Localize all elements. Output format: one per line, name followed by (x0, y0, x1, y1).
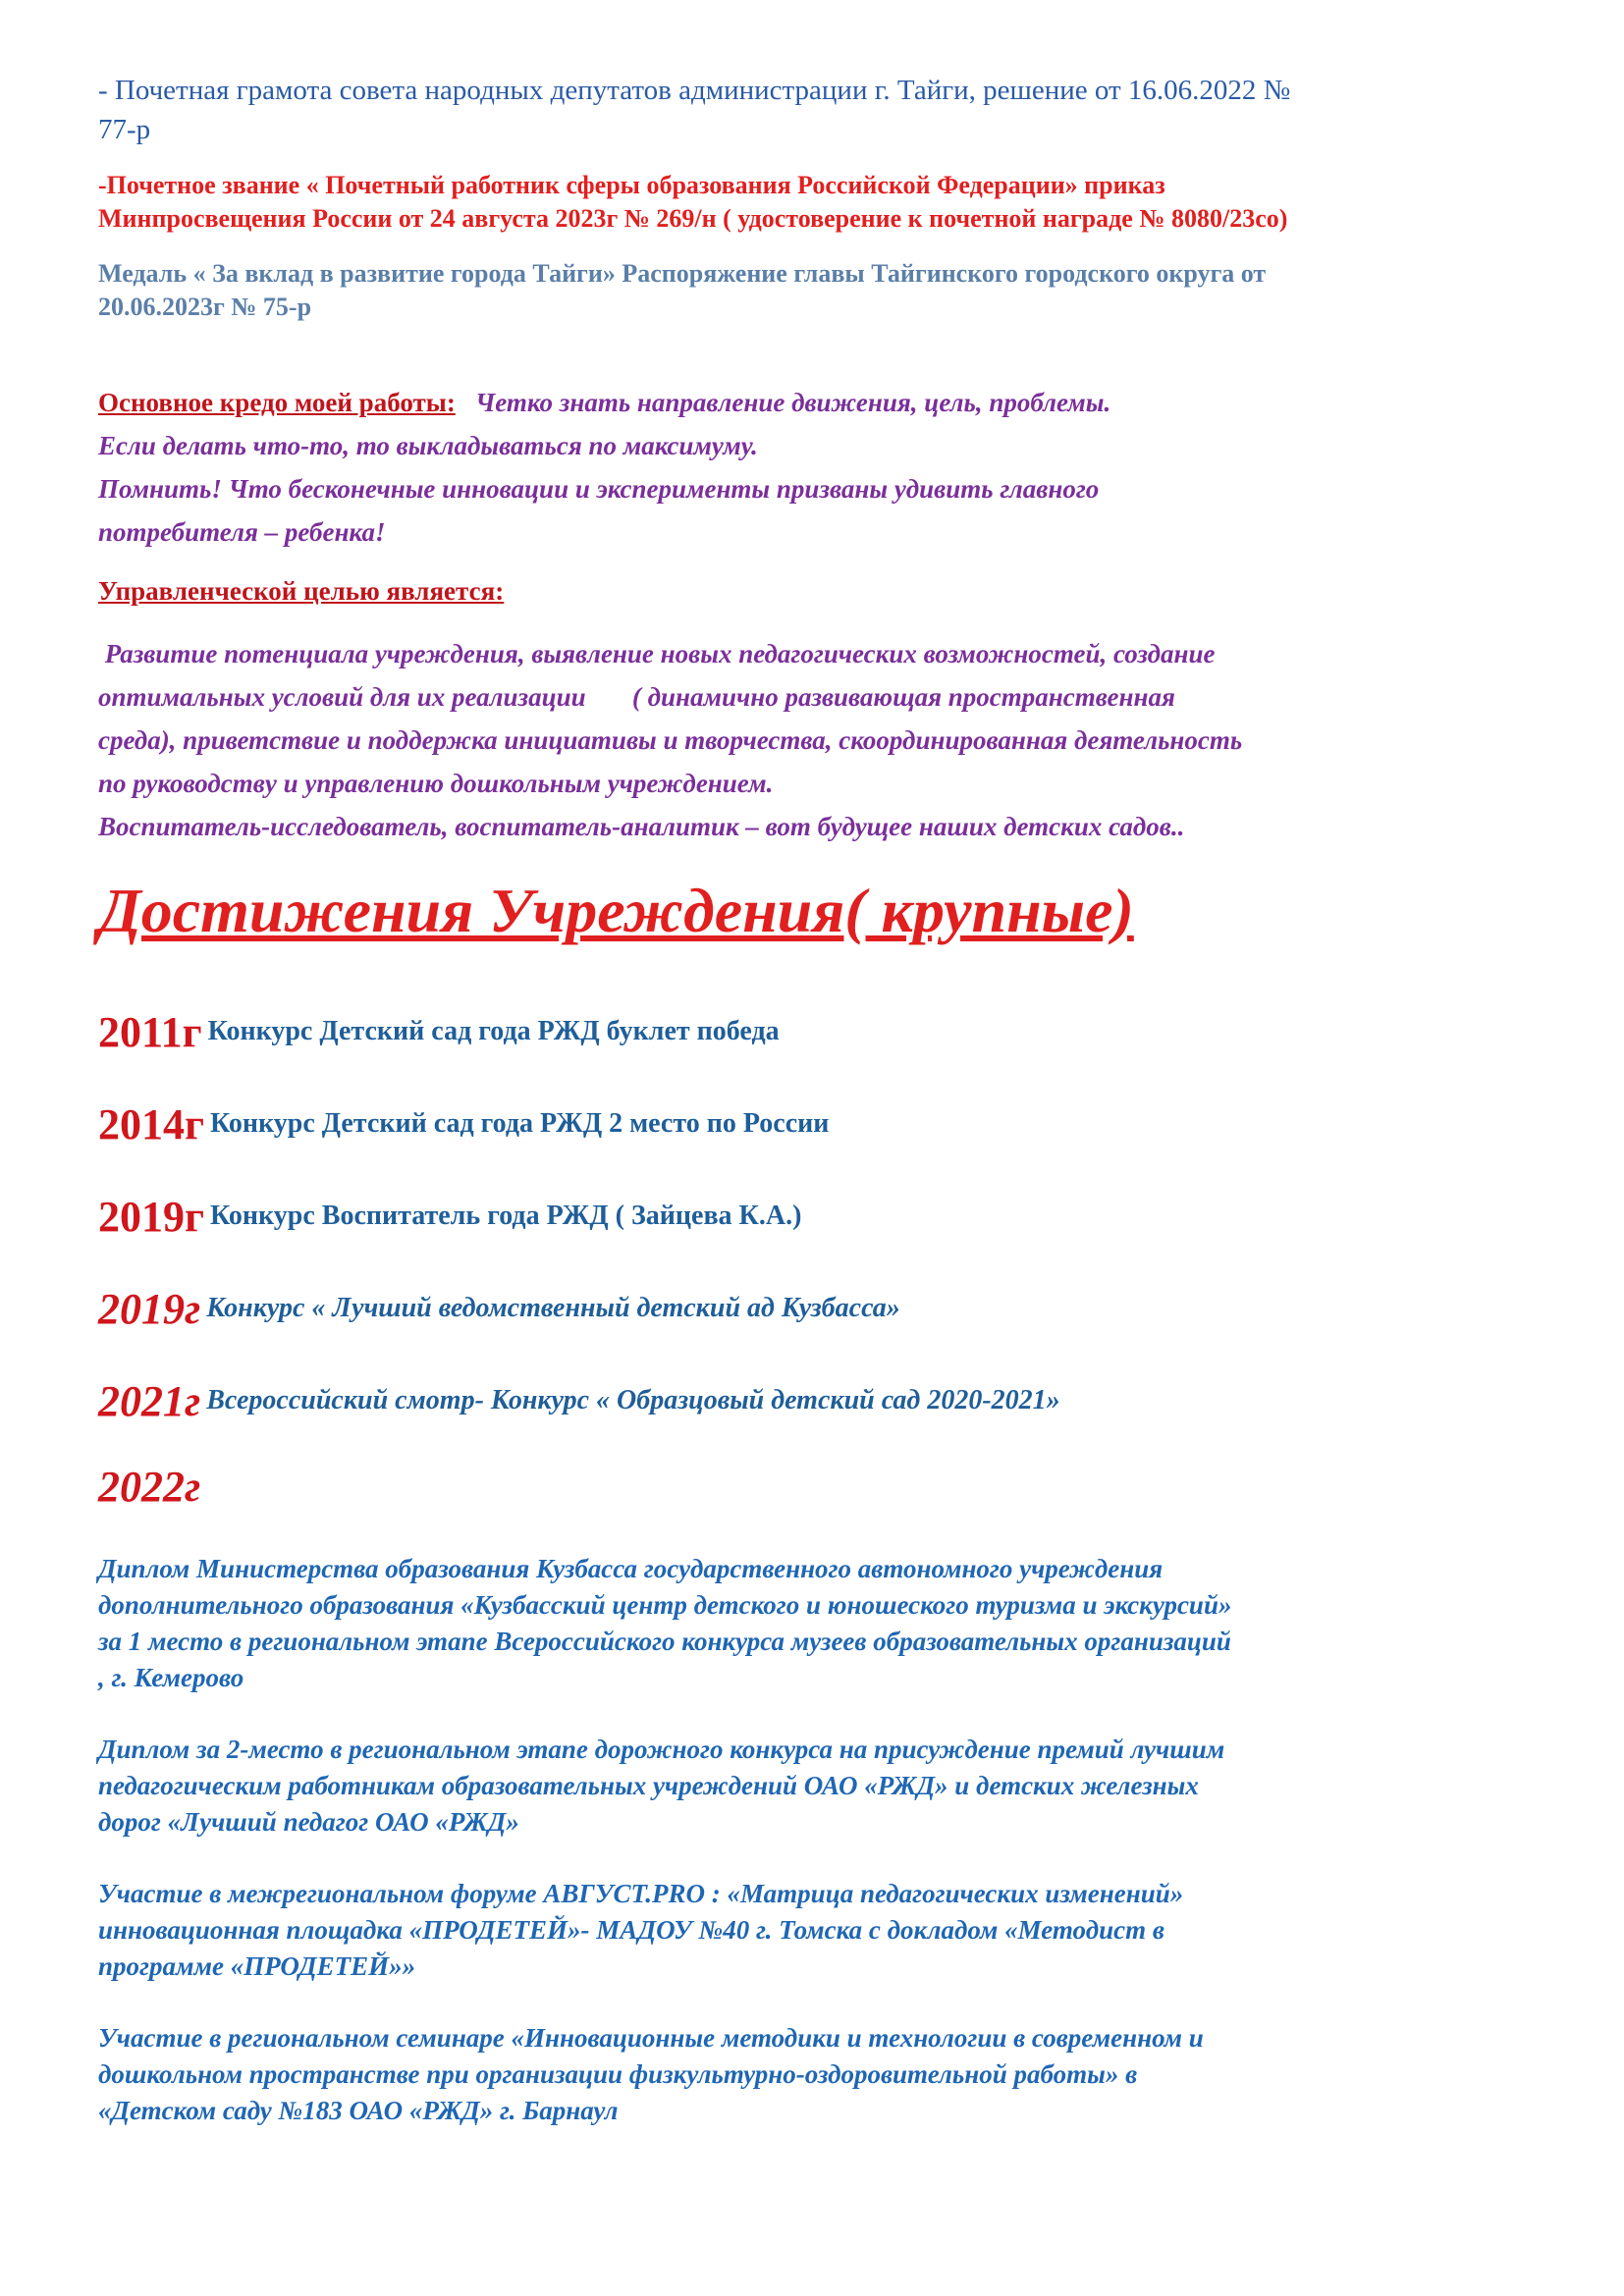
credo-label: Основное кредо моей работы: (98, 388, 456, 417)
item-line: программе «ПРОДЕТЕЙ»» (98, 1951, 416, 1981)
item-line: Участие в межрегиональном форуме АВГУСТ.PRO : «Матрица педагогических изменений» (98, 1879, 1184, 1908)
item-line: педагогическим работникам образовательных учреждений ОАО «РЖД» и детских железных (98, 1771, 1199, 1800)
goal-line: оптимальных условий для их реализации ( динамично развивающая пространственная (98, 682, 1175, 712)
award-honorary-title (98, 169, 1538, 236)
award-medal (98, 257, 1538, 324)
award-line: 77-р (98, 114, 151, 145)
item-line: Диплом за 2-место в региональном этапе дорожного конкурса на присуждение премий лучшим (98, 1735, 1225, 1764)
award-line: -Почетное звание « Почетный работник сферы образования Российской Федерации» приказ (98, 171, 1165, 199)
credo-line: Четко знать направление движения, цель, проблемы. (475, 388, 1111, 417)
achievement-2022-item (98, 1732, 1538, 1841)
award-line: Медаль « За вклад в развитие города Тайги» Распоряжение главы Тайгинского городского округа от (98, 259, 1267, 288)
achievement-item (98, 1170, 1538, 1262)
achievement-2022-item (98, 1551, 1538, 1696)
achievement-year: 2014г (98, 1099, 204, 1148)
item-line: инновационная площадка «ПРОДЕТЕЙ»- МАДОУ №40 г. Томска с докладом «Методист в (98, 1915, 1164, 1945)
item-line: , г. Кемерово (98, 1663, 244, 1692)
management-goal (98, 632, 1538, 848)
award-line: 20.06.2023г № 75-р (98, 293, 312, 321)
work-credo (98, 381, 1538, 554)
goal-label: Управленческой целью является: (98, 576, 505, 606)
achievement-item (98, 1262, 1538, 1355)
achievement-year: 2019г (98, 1192, 204, 1241)
document-page (98, 71, 1538, 2129)
award-line: Минпросвещения России от 24 августа 2023г № 269/н ( удостоверение к почетной награде № 8080/23со) (98, 204, 1288, 233)
item-line: дошкольном пространстве при организации физкультурно-оздоровительной работы» в (98, 2059, 1138, 2089)
achievement-year-2022: 2022г (98, 1462, 201, 1511)
achievement-text: Конкурс « Лучший ведомственный детский ад Кузбасса» (206, 1293, 900, 1323)
item-line: дорог «Лучший педагог ОАО «РЖД» (98, 1807, 519, 1837)
achievement-year: 2021г (98, 1376, 201, 1425)
item-line: дополнительного образования «Кузбасский центр детского и юношеского туризма и экскурсий» (98, 1590, 1232, 1620)
achievement-text: Конкурс Воспитатель года РЖД ( Зайцева К.А.) (209, 1201, 802, 1231)
credo-line: потребителя – ребенка! (98, 517, 386, 547)
achievement-text: Конкурс Детский сад года РЖД 2 место по России (209, 1108, 830, 1139)
goal-line: по руководству и управлению дошкольным учреждением. (98, 769, 774, 798)
achievement-item (98, 986, 1538, 1078)
achievement-item (98, 1078, 1538, 1170)
achievement-2022-item (98, 1876, 1538, 1985)
credo-line: Помнить! Что бесконечные инновации и эксперименты призваны удивить главного (98, 474, 1100, 504)
item-line: «Детском саду №183 ОАО «РЖД» г. Барнаул (98, 2096, 619, 2125)
goal-line: Воспитатель-исследователь, воспитатель-аналитик – вот будущее наших детских садов.. (98, 812, 1185, 841)
goal-line: Развитие потенциала учреждения, выявление новых педагогических возможностей, создание (98, 639, 1216, 668)
item-line: за 1 место в региональном этапе Всероссийского конкурса музеев образовательных организаций (98, 1627, 1231, 1656)
goal-line: среда), приветствие и поддержка инициативы и творчества, скоординированная деятельность (98, 725, 1243, 755)
credo-line: Если делать что-то, то выкладываться по максимуму. (98, 431, 758, 460)
achievement-2022-item (98, 2020, 1538, 2129)
award-line: - Почетная грамота совета народных депутатов администрации г. Тайги, решение от 16.06.2022 № (98, 75, 1291, 106)
item-line: Участие в региональном семинаре «Инновационные методики и технологии в современном и (98, 2023, 1204, 2053)
achievement-year: 2011г (98, 1007, 202, 1056)
achievement-text: Конкурс Детский сад года РЖД буклет победа (207, 1016, 780, 1046)
achievement-text: Всероссийский смотр- Конкурс « Образцовый детский сад 2020-2021» (206, 1385, 1060, 1415)
achievement-item (98, 1355, 1538, 1447)
item-line: Диплом Министерства образования Кузбасса государственного автономного учреждения (98, 1554, 1164, 1583)
achievements-list (98, 986, 1538, 1525)
achievements-heading: Достижения Учреждения( крупные) (98, 876, 1134, 945)
award-certificate-city (98, 71, 1538, 149)
achievement-year: 2019г (98, 1284, 201, 1333)
